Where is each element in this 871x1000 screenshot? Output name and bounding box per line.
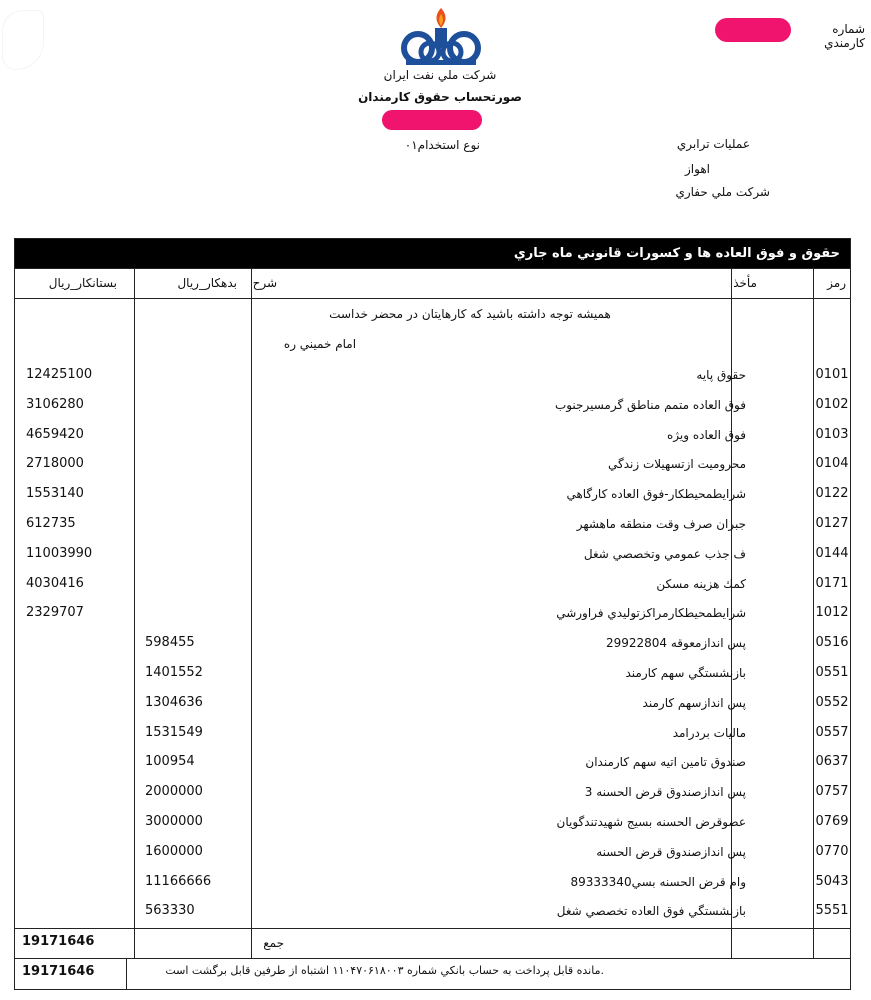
redacted-employee-number: [715, 18, 791, 42]
row-code: 0127: [815, 516, 849, 531]
unit-line-2: اهواز: [685, 162, 710, 176]
row-description: پس اندازسهم كارمند: [642, 695, 746, 710]
row-description: حقوق پايه: [696, 368, 746, 382]
row-debit: [145, 569, 245, 599]
col-header-desc: شرح: [252, 276, 277, 290]
row-debit: [145, 598, 245, 628]
redacted-name: [382, 110, 482, 130]
row-debit: [145, 509, 245, 539]
row-debit: 1401552: [145, 665, 203, 680]
document-title: صورتحساب حقوق كارمندان: [358, 90, 522, 104]
header-bottom-line: [15, 298, 850, 299]
row-description: ف جذب عمومي وتخصصي شغل: [583, 546, 746, 561]
row-code: 5043: [815, 873, 849, 889]
row-code: 0757: [815, 784, 849, 800]
row-debit: 1304636: [145, 694, 203, 710]
row-description: كمك هزينه مسكن: [656, 576, 746, 591]
row-credit: [26, 688, 126, 718]
row-credit: 2329707: [26, 605, 84, 621]
row-debit: 598455: [145, 635, 195, 651]
row-code: 0551: [815, 665, 849, 680]
row-debit: [145, 420, 245, 450]
row-description: پس اندازمعوقه 29922804: [605, 636, 746, 651]
row-description: شرايطمحيطكار-فوق العاده كارگاهي: [566, 487, 746, 502]
quote-author: امام خميني ره: [283, 337, 357, 351]
row-code: 0516: [815, 635, 849, 651]
balance-value: 19171646: [22, 964, 95, 979]
row-code: 0122: [815, 486, 849, 502]
col-header-debit: بدهكار_ريال: [177, 276, 237, 290]
col-header-source: مأخذ: [733, 276, 757, 290]
header-top-line: [15, 268, 850, 269]
row-code: 0552: [815, 694, 849, 710]
corner-smudge: [2, 10, 44, 70]
employee-number-label: شماره كارمندي: [824, 22, 865, 50]
total-top-line: [15, 928, 850, 929]
row-description: پس اندازصندوق قرض الحسنه 3: [584, 785, 746, 800]
row-code: 0770: [815, 843, 849, 859]
row-description: بازنشستگي سهم كارمند: [625, 666, 746, 680]
row-credit: 612735: [26, 516, 76, 531]
nioc-logo: [396, 6, 486, 66]
row-credit: 3106280: [26, 396, 84, 412]
total-bottom-line: [15, 958, 850, 959]
row-debit: [145, 479, 245, 509]
col-divider-desc: [251, 268, 252, 958]
quote-line: هميشه توجه داشته باشيد كه كارهايتان در محضر خداست: [329, 307, 611, 321]
balance-statement: .مانده قابل پرداخت به حساب بانكي شماره ۱۱۰۴۷۰۶۱۸۰۰۳ اشتباه از طرفين قابل برگشت است: [165, 964, 604, 977]
row-code: 5551: [815, 903, 849, 919]
total-label: جمع: [263, 936, 284, 950]
row-debit: 3000000: [145, 814, 203, 829]
row-credit: 11003990: [26, 545, 93, 561]
row-credit: [26, 867, 126, 897]
table-title: حقوق و فوق العاده ها و كسورات قانوني ماه جاري: [15, 239, 850, 268]
row-debit: 2000000: [145, 784, 203, 800]
row-description: محروميت ازتسهيلات زندگي: [608, 457, 746, 472]
unit-line-3: شركت ملي حفاري: [675, 185, 770, 199]
row-description: فوق العاده متمم مناطق گرمسيرجنوب: [554, 397, 746, 412]
employment-type: نوع استخدام۰۱: [404, 138, 480, 152]
row-debit: [145, 539, 245, 569]
row-code: 1012: [815, 605, 849, 621]
row-description: پس اندازصندوق قرض الحسنه: [596, 844, 746, 859]
unit-line-1: عمليات ترابري: [676, 137, 750, 151]
row-description: جبران صرف وقت منطقه ماهشهر: [576, 517, 746, 531]
row-code: 0144: [815, 545, 849, 561]
row-credit: [26, 628, 126, 658]
row-debit: [145, 449, 245, 479]
row-credit: [26, 777, 126, 807]
row-credit: 4659420: [26, 426, 84, 442]
row-debit: [145, 390, 245, 420]
row-description: عضوقرض الحسنه بسيج شهيدتندگويان: [556, 815, 746, 829]
row-code: 0104: [815, 456, 849, 472]
col-header-credit: بستانكار_ريال: [48, 276, 117, 290]
row-credit: 12425100: [26, 367, 93, 382]
row-code: 0769: [815, 814, 849, 829]
row-debit: 1600000: [145, 843, 203, 859]
row-credit: [26, 718, 126, 748]
row-credit: 2718000: [26, 456, 84, 472]
row-credit: [26, 837, 126, 867]
row-debit: 100954: [145, 754, 195, 770]
total-code-divider: [813, 928, 814, 958]
row-debit: 563330: [145, 903, 195, 919]
row-description: ماليات بردرامد: [672, 725, 746, 740]
row-description: فوق العاده ويژه: [667, 427, 746, 442]
total-credit: 19171646: [22, 934, 95, 949]
row-credit: [26, 896, 126, 926]
row-credit: 1553140: [26, 486, 84, 502]
balance-divider: [126, 958, 127, 989]
row-credit: [26, 747, 126, 777]
row-code: 0171: [815, 575, 849, 591]
row-debit: [145, 360, 245, 390]
row-description: بازنشستگي فوق العاده تخصصي شغل: [556, 904, 746, 919]
row-debit: 11166666: [145, 873, 212, 889]
row-debit: 1531549: [145, 724, 203, 740]
row-description: وام قرض الحسنه بسي89333340: [570, 874, 746, 889]
col-divider-debit: [134, 268, 135, 958]
row-code: 0102: [815, 396, 849, 412]
row-credit: [26, 658, 126, 688]
row-code: 0637: [815, 754, 849, 770]
col-header-code: رمز: [827, 276, 846, 290]
row-description: شرايطمحيطكارمراكزتوليدي فراورشي: [556, 606, 746, 621]
row-credit: [26, 807, 126, 837]
row-description: صندوق تامين اتيه سهم كارمندان: [585, 755, 746, 770]
row-code: 0557: [815, 724, 849, 740]
total-source-divider: [731, 928, 732, 958]
row-code: 0101: [815, 367, 849, 382]
company-name: شركت ملي نفت ايران: [383, 68, 497, 82]
row-code: 0103: [815, 426, 849, 442]
row-credit: 4030416: [26, 575, 84, 591]
